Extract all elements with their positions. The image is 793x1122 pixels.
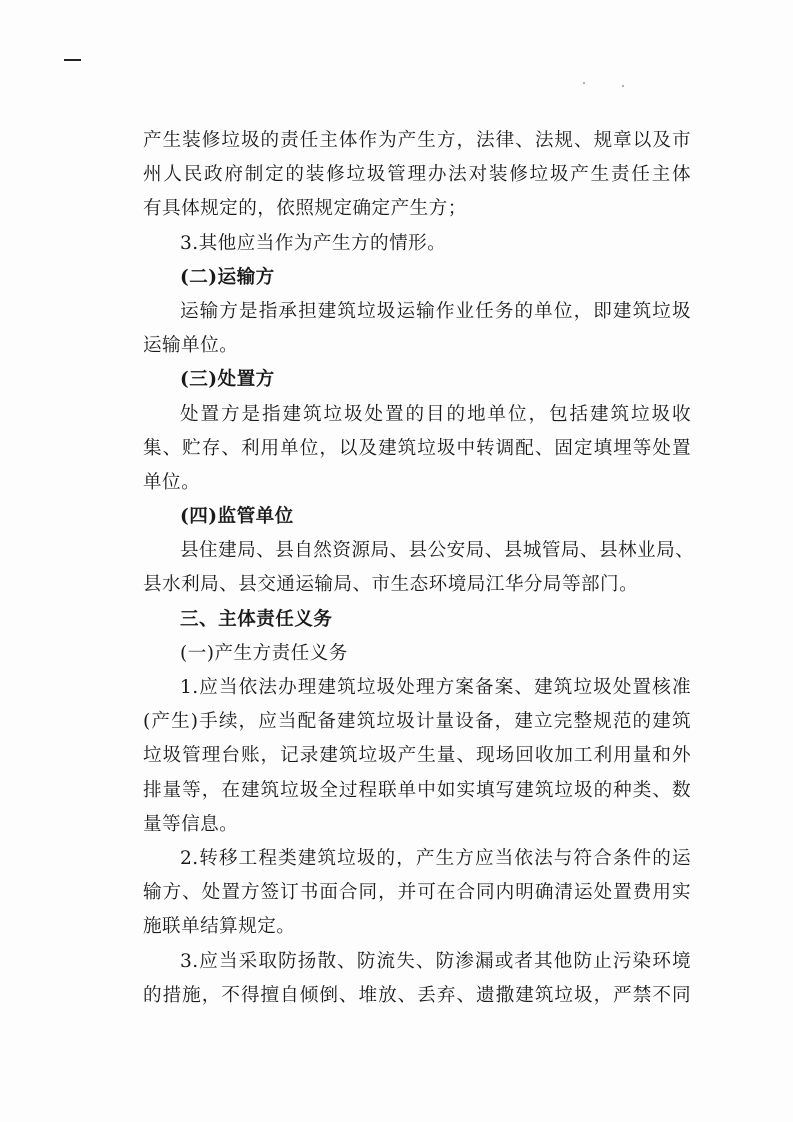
body-text-line: 州人民政府制定的装修垃圾管理办法对装修垃圾产生责任主体 <box>143 164 691 186</box>
document-body <box>143 124 695 1013</box>
section-heading: (三)处置方 <box>180 369 275 391</box>
body-text-line: 的措施，不得擅自倾倒、堆放、丢弃、遗撒建筑垃圾，严禁不同 <box>143 984 691 1006</box>
body-text-line: 集、贮存、利用单位，以及建筑垃圾中转调配、固定填埋等处置 <box>143 437 691 459</box>
scan-speck <box>622 85 624 87</box>
scan-mark <box>64 59 81 61</box>
body-text-line: 有具体规定的，依照规定确定产生方； <box>143 198 467 220</box>
section-heading: 三、主体责任义务 <box>180 608 333 630</box>
body-text-line: 排量等，在建筑垃圾全过程联单中如实填写建筑垃圾的种类、数 <box>143 779 691 801</box>
body-text-line: (一)产生方责任义务 <box>180 642 348 664</box>
body-text-line: 运输方是指承担建筑垃圾运输作业任务的单位，即建筑垃圾 <box>180 300 691 322</box>
body-text-line: 县水利局、县交通运输局、市生态环境局江华分局等部门。 <box>143 574 639 596</box>
body-text-line: 量等信息。 <box>143 813 239 835</box>
body-text-line: 县住建局、县自然资源局、县公安局、县城管局、县林业局、 <box>180 540 695 562</box>
body-text-line: 3.应当采取防扬散、防流失、防渗漏或者其他防止污染环境 <box>180 950 691 972</box>
body-text-line: (产生)手续，应当配备建筑垃圾计量设备，建立完整规范的建筑 <box>143 711 691 733</box>
body-text-line: 3.其他应当作为产生方的情形。 <box>180 232 447 254</box>
section-heading: (四)监管单位 <box>180 506 294 528</box>
body-text-line: 处置方是指建筑垃圾处置的目的地单位，包括建筑垃圾收 <box>180 403 691 425</box>
section-heading: (二)运输方 <box>180 266 275 288</box>
body-text-line: 运输单位。 <box>143 335 239 357</box>
body-text-line: 垃圾管理台账，记录建筑垃圾产生量、现场回收加工利用量和外 <box>143 745 691 767</box>
body-text-line: 施联单结算规定。 <box>143 916 296 938</box>
body-text-line: 输方、处置方签订书面合同，并可在合同内明确清运处置费用实 <box>143 882 691 904</box>
scan-speck <box>583 82 585 84</box>
body-text-line: 2.转移工程类建筑垃圾的，产生方应当依法与符合条件的运 <box>180 847 691 869</box>
body-text-line: 单位。 <box>143 471 201 493</box>
body-text-line: 1.应当依法办理建筑垃圾处理方案备案、建筑垃圾处置核准 <box>180 677 691 698</box>
body-text-line: 产生装修垃圾的责任主体作为产生方，法律、法规、规章以及市 <box>143 130 691 151</box>
